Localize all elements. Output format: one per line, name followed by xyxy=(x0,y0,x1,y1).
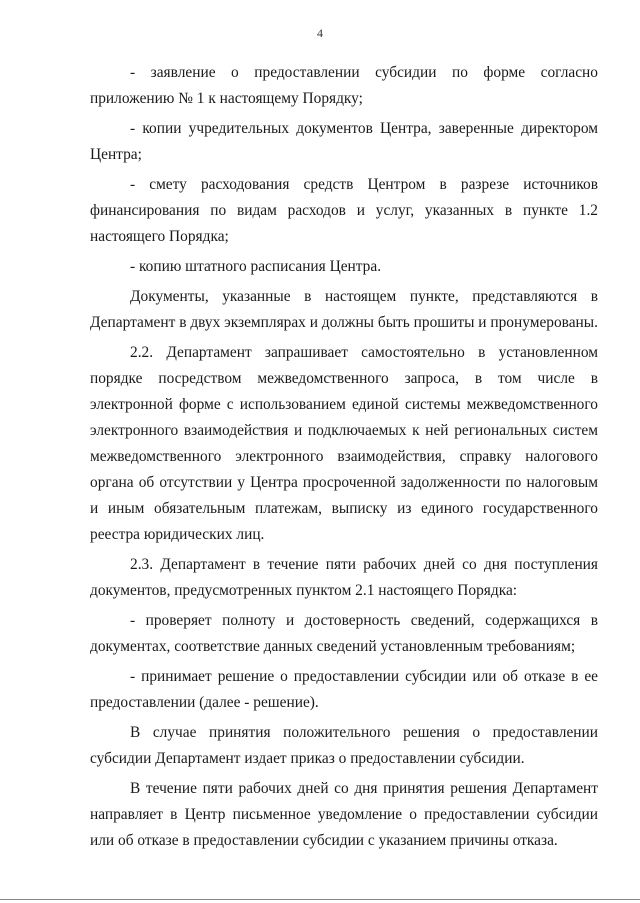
paragraph-positive-decision: В случае принятия положительного решения о предоставлении субсидии Департамент издает приказ о предоставлении субсидии. xyxy=(90,724,598,767)
paragraph-founding-documents: - копии учредительных документов Центра, заверенные директором Центра; xyxy=(90,120,598,163)
paragraph-application: - заявление о предоставлении субсидии по форме согласно приложению № 1 к настоящему Порядку; xyxy=(90,64,598,107)
paragraph-documents-submission: Документы, указанные в настоящем пункте, представляются в Департамент в двух экземплярах и должны быть прошиты и пронумерованы. xyxy=(90,288,598,331)
paragraph-expense-estimate: - смету расходования средств Центром в разрезе источников финансирования по видам расходов и услуг, указанных в пункте 1.2 настоящего Порядка; xyxy=(90,176,598,245)
scan-edge-line xyxy=(0,899,640,900)
paragraph-notification: В течение пяти рабочих дней со дня принятия решения Департамент направляет в Центр письменное уведомление о предоставлении субсидии или об отказе в предоставлении субсидии с указанием причины отказа. xyxy=(90,780,598,849)
page-number: 4 xyxy=(317,26,323,40)
paragraph-clause-2-2: 2.2. Департамент запрашивает самостоятельно в установленном порядке посредством межведомственного запроса, в том числе в электронной форме с использованием единой системы межведомственного электронного взаимодействия и подключаемых к ней региональных систем межведомственного электронного взаимодействия, справку налогового органа об отсутствии у Центра просроченной задолженности по налоговым и иным обязательным платежам, выписку из единого государственного реестра юридических лиц. xyxy=(90,344,598,543)
paragraph-decision: - принимает решение о предоставлении субсидии или об отказе в ее предоставлении (далее - решение). xyxy=(90,668,598,711)
paragraph-clause-2-3: 2.3. Департамент в течение пяти рабочих дней со дня поступления документов, предусмотренных пунктом 2.1 настоящего Порядка: xyxy=(90,556,598,599)
document-body xyxy=(90,60,598,854)
paragraph-staff-schedule: - копию штатного расписания Центра. xyxy=(130,258,382,275)
paragraph-verification: - проверяет полноту и достоверность сведений, содержащихся в документах, соответствие данных сведений установленным требованиям; xyxy=(90,612,598,655)
